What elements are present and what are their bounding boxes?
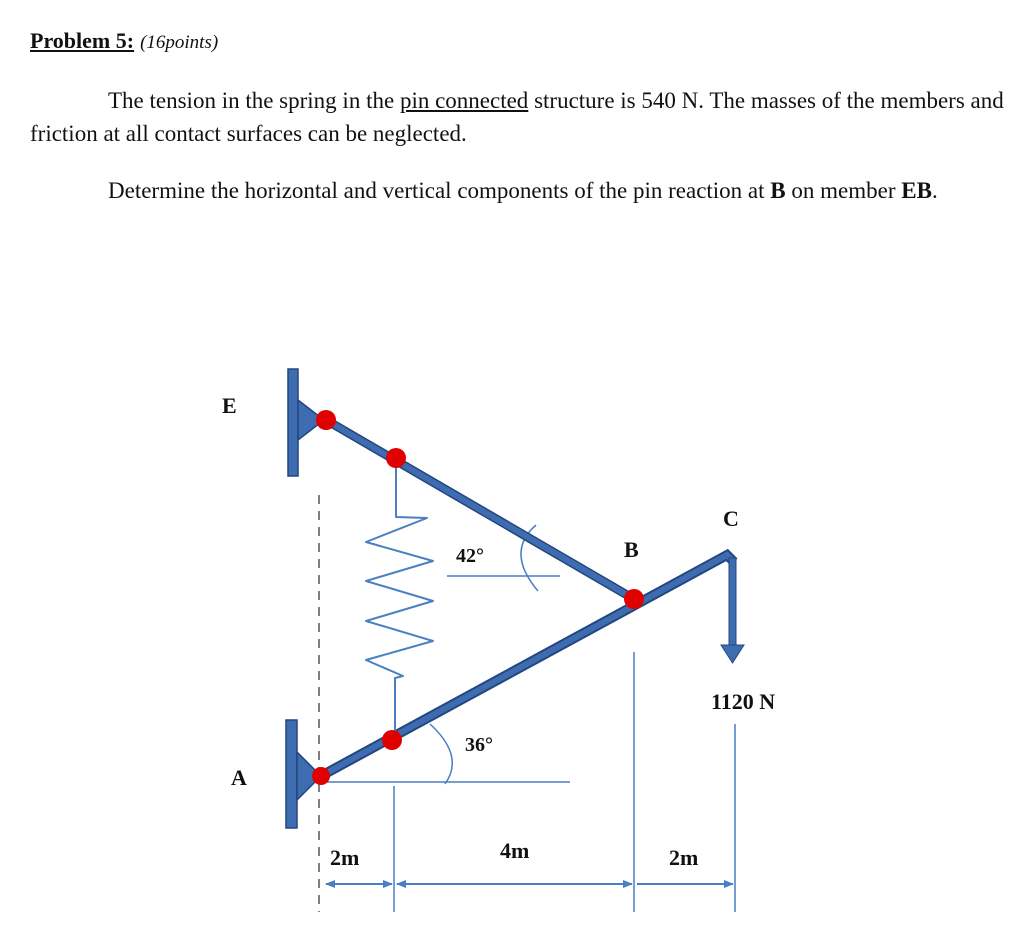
problem-points: (16points) (140, 32, 219, 53)
pin-spring-lower (382, 730, 402, 750)
statement-2-text-c: . (931, 178, 938, 203)
point-b-ref: B (770, 178, 786, 203)
pin-e (316, 410, 336, 430)
angle-arc-lower (430, 724, 452, 784)
label-a: A (231, 765, 247, 790)
wall-support-e (288, 369, 298, 476)
dimension-label-1: 2m (330, 845, 360, 870)
wall-support-a (286, 720, 297, 828)
load-label: 1120 N (711, 689, 776, 714)
dimension-label-3: 2m (669, 845, 699, 870)
statement-2-text-b: on member (785, 178, 902, 203)
dimension-label-2: 4m (500, 838, 530, 863)
statement-2-text-a: Determine the horizontal and vertical components of the pin reaction at (108, 178, 771, 203)
member-eb (326, 420, 634, 599)
statement-1-text-b: structure is 540 N. The masses of the members and friction at all contact surfaces can be neglected. (30, 88, 1004, 146)
pin-a (312, 767, 330, 785)
angle-label-lower: 36° (465, 734, 493, 756)
pin-connected-term: pin connected (399, 88, 529, 113)
label-c: C (723, 506, 739, 531)
member-eb-ref: EB (901, 178, 932, 203)
angle-label-upper: 42° (456, 545, 484, 567)
load-arrow-head (721, 645, 744, 663)
label-b: B (624, 537, 639, 562)
pin-spring-upper (386, 448, 406, 468)
statement-1-text-a: The tension in the spring in the (108, 88, 400, 113)
problem-title: Problem 5: (30, 28, 135, 53)
label-e: E (222, 393, 237, 418)
load-arrow-shaft (729, 558, 736, 646)
pin-b (624, 589, 644, 609)
spring (366, 458, 433, 740)
